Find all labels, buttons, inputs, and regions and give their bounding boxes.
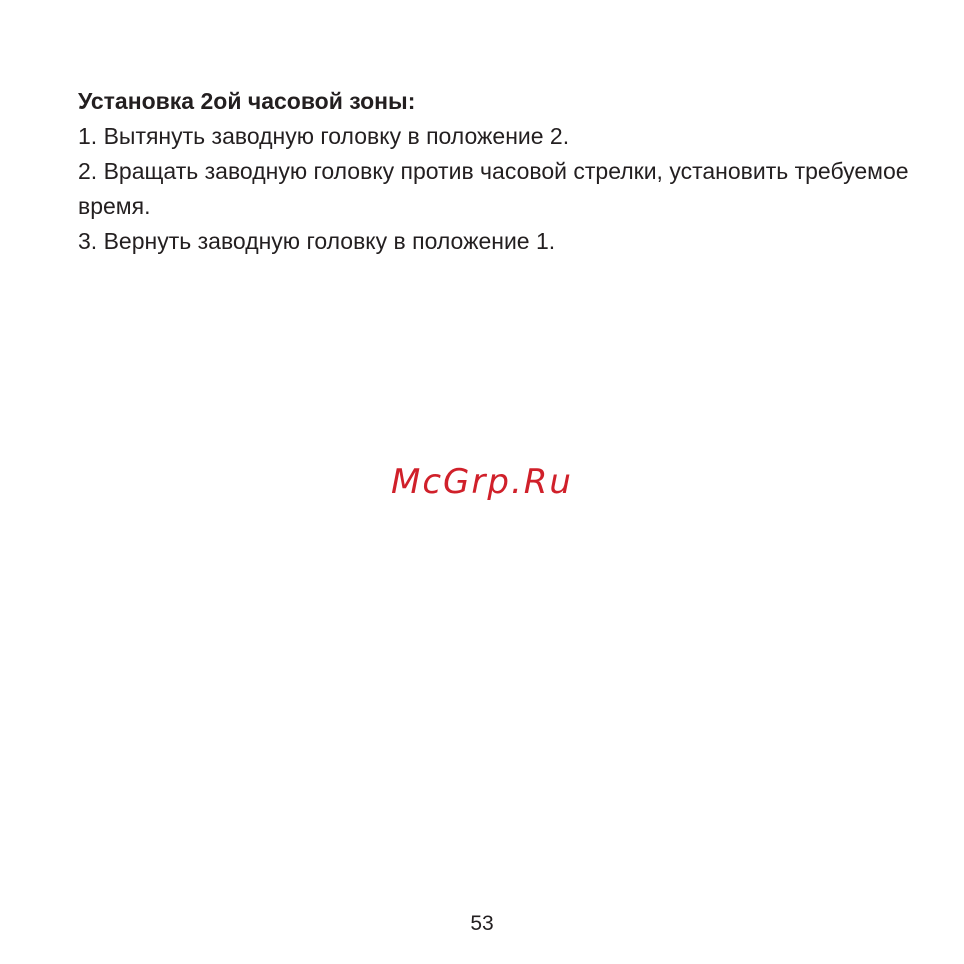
instruction-section	[78, 84, 918, 259]
step-3: 3. Вернуть заводную головку в положение 1.	[78, 228, 556, 254]
section-heading: Установка 2ой часовой зоны:	[78, 88, 416, 114]
page-number: 53	[470, 912, 494, 935]
step-2: 2. Вращать заводную головку против часовой стрелки, установить требуемое время.	[78, 158, 909, 219]
step-1: 1. Вытянуть заводную головку в положение 2.	[78, 123, 570, 149]
watermark: McGrp.Ru	[391, 462, 573, 502]
